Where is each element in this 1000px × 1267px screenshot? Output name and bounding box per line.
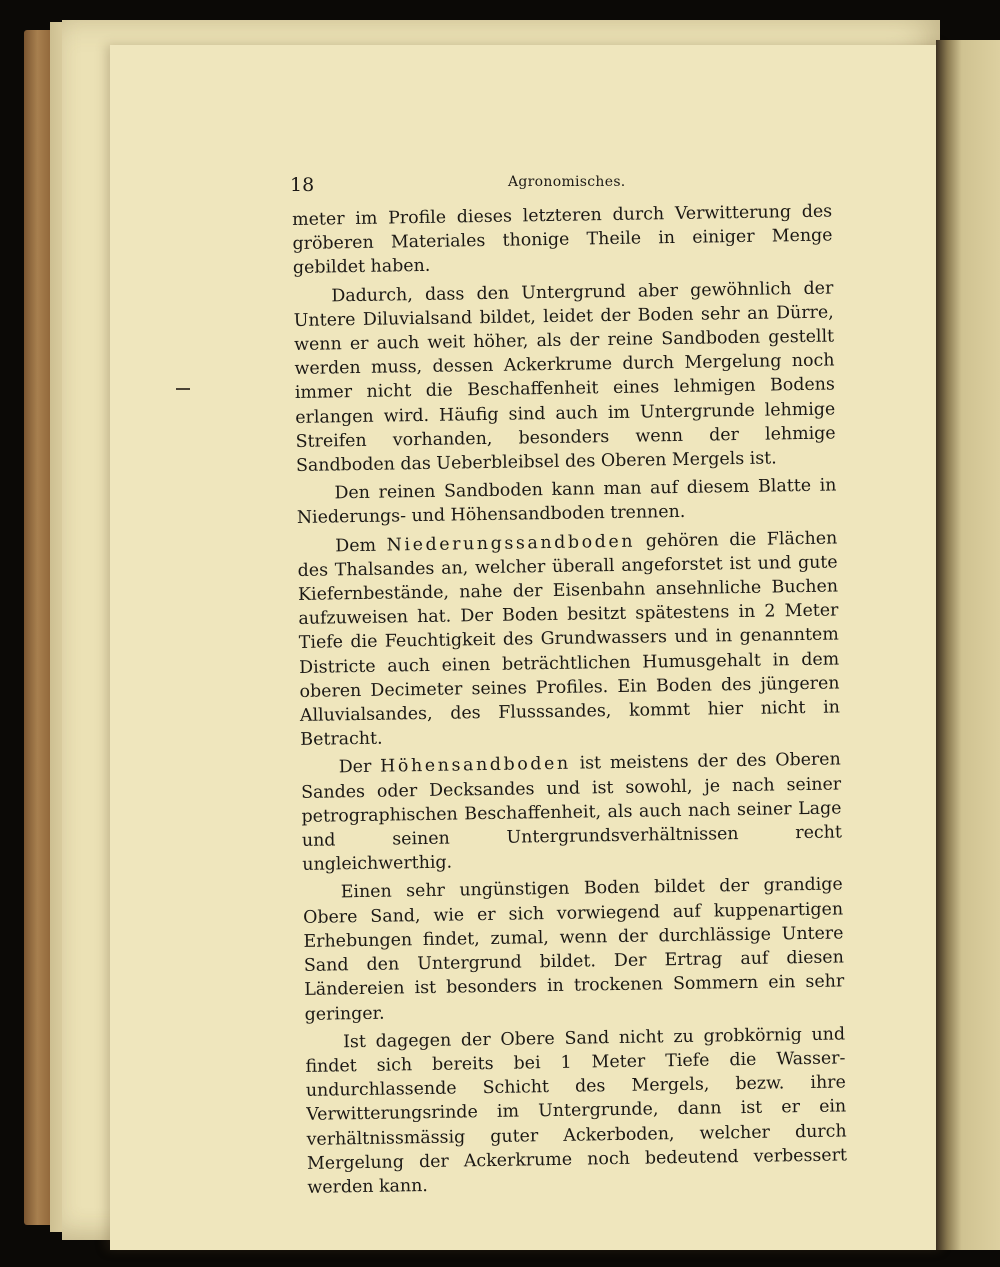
paragraph-4	[297, 526, 840, 752]
running-title: Agronomisches.	[508, 174, 626, 190]
paragraph-5	[301, 748, 843, 877]
paragraph-4-rest: gehören die Flächen des Thalsandes an, welcher überall angeforstet ist und gute Kiefernbestände, nahe der Eisenbahn ansehnliche Buchen aufzuweisen hat. Der Boden besitzt spätestens in 2 Meter Tiefe die Feuchtigkeit des Grundwassers und in genanntem Districte auch einen beträchtlichen Humusgehalt in dem oberen Decimeter seines Profiles. Ein Boden des jüngeren Alluvialsandes, des Flusssandes, kommt hier nicht in Betracht.	[297, 528, 841, 751]
paragraph-3: Den reinen Sandboden kann man auf diesem Blatte in Niederungs- und Höhensandboden trennen.	[296, 475, 837, 529]
page-number: 18	[290, 174, 315, 196]
next-page-edge	[936, 40, 1000, 1250]
paragraph-2: Dadurch, dass den Untergrund aber gewöhnlich der Untere Diluvialsand bildet, leidet der Boden sehr an Dürre, wenn er auch weit höher, als der reine Sandboden gestellt werden muss, dessen Ackerkrume durch Mergelung noch immer nicht die Beschaffenheit eines lehmigen Bodens erlangen wird. Häufig sind auch im Untergrunde lehmige Streifen vorhanden, besonders wenn der lehmige Sandboden das Ueberbleibsel des Oberen Mergels ist.	[293, 278, 836, 476]
paragraph-6: Einen sehr ungünstigen Boden bildet der grandige Obere Sand, wie er sich vorwiegend auf kuppenartigen Erhebungen findet, zumal, wenn der durchlässige Untere Sand den Untergrund bildet. Der Ertrag auf diesen Ländereien ist besonders in trockenen Sommern ein sehr geringer.	[302, 874, 845, 1025]
paragraph-5-lead: Der	[338, 757, 381, 778]
margin-mark	[176, 388, 190, 390]
paragraph-1: meter im Profile dieses letzteren durch Verwitterung des gröberen Materiales thonige Theile in einiger Menge gebildet haben.	[292, 201, 833, 279]
paragraph-4-lead: Dem	[335, 535, 387, 557]
body-text	[292, 200, 848, 1204]
term-hoehensandboden: Höhensandboden	[380, 754, 571, 778]
page-header	[290, 172, 830, 202]
term-niederungssandboden: Niederungssandboden	[386, 531, 636, 556]
paragraph-5-rest: ist meistens der des Oberen Sandes oder Decksandes und ist sowohl, je nach seiner petrographischen Beschaffenheit, als auch nach seiner Lage und seinen Untergrundsverhältnissen recht ungleichwerthig.	[301, 749, 843, 876]
paragraph-7: Ist dagegen der Obere Sand nicht zu grobkörnig und findet sich bereits bei 1 Meter Tiefe die Wasser-undurchlassende Schicht des Mergels, bezw. ihre Verwitterungsrinde im Untergrunde, dann ist er ein verhältnissmässig guter Ackerboden, welcher durch Mergelung der Ackerkrume noch bedeutend verbessert werden kann.	[305, 1024, 848, 1198]
